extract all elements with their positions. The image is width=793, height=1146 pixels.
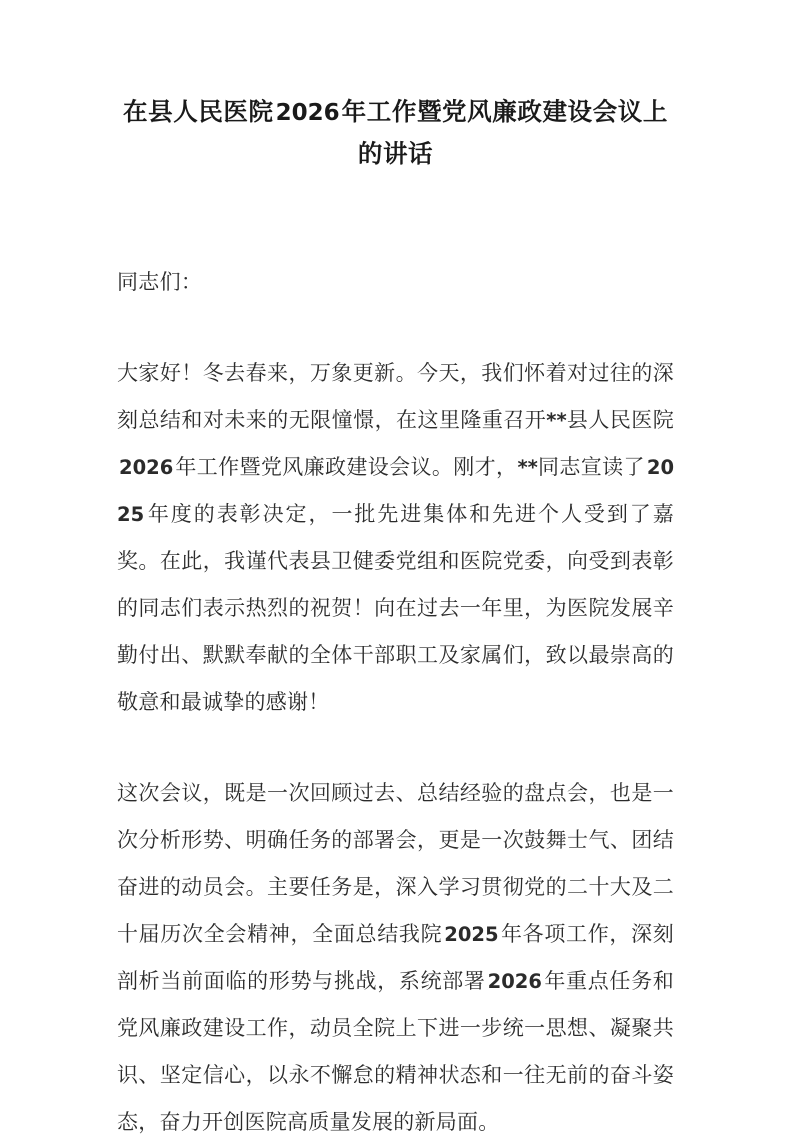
paragraph-1-placeholder-1: **: [546, 409, 567, 432]
body-paragraph-2: [117, 770, 674, 1146]
paragraph-2-segment-2: 年各项工作，深刻剖析当前面临的形势与挑战，系统部署: [117, 923, 674, 993]
title-year: 2026: [275, 100, 340, 126]
page-title: [117, 92, 674, 175]
paragraph-1-year-2026: 2026: [119, 456, 174, 479]
paragraph-1-segment-8: 年度的表彰决定，一批先进集体和先进个人受到了嘉奖。在此，我谨代表县卫健委党组和医院党委，向受到表彰的同志们表示热烈的祝贺！向在过去一年里，为医院发展辛勤付出、默默奉献的全体干部职工及家属们，致以最崇高的敬意和最诚挚的感谢！: [117, 503, 674, 714]
title-text-before-year: 在县人民医院: [123, 99, 274, 126]
document-content: [117, 92, 674, 1146]
paragraph-1-segment-0: 大家好！冬去春来，万象更新。今天，我们怀着对过往的深刻总结和对未来的无限憧憬，在这里隆重召开: [117, 362, 674, 432]
paragraph-2-segment-4: 年重点任务和党风廉政建设工作，动员全院上下进一步统一思想、凝聚共识、坚定信心，以永不懈怠的精神状态和一往无前的奋斗姿态，奋力开创医院高质量发展的新局面。: [117, 970, 675, 1134]
title-text-after-year: 年工作暨党风廉政建设会议上的: [341, 99, 668, 168]
salutation: 同志们：: [117, 271, 203, 294]
paragraph-1-segment-2: 县人民医院: [566, 409, 675, 432]
paragraph-2-year-2026: 2026: [487, 970, 542, 993]
title-line-two: 讲话: [382, 141, 434, 168]
body-paragraph-1: [117, 350, 674, 726]
paragraph-1-placeholder-2: **: [517, 456, 538, 479]
paragraph-1-year-2025: 2025: [117, 456, 675, 526]
paragraph-1-segment-4: 年工作暨党风廉政建设会议。刚才，: [175, 456, 518, 479]
paragraph-2-year-2025: 2025: [444, 923, 499, 946]
paragraph-2-segment-0: 这次会议，既是一次回顾过去、总结经验的盘点会，也是一次分析形势、明确任务的部署会，更是一次鼓舞士气、团结奋进的动员会。主要任务是，深入学习贯彻党的二十大及二十届历次全会精神，全面总结我院: [117, 782, 674, 946]
paragraph-1-segment-6: 同志宣读了: [537, 456, 645, 479]
